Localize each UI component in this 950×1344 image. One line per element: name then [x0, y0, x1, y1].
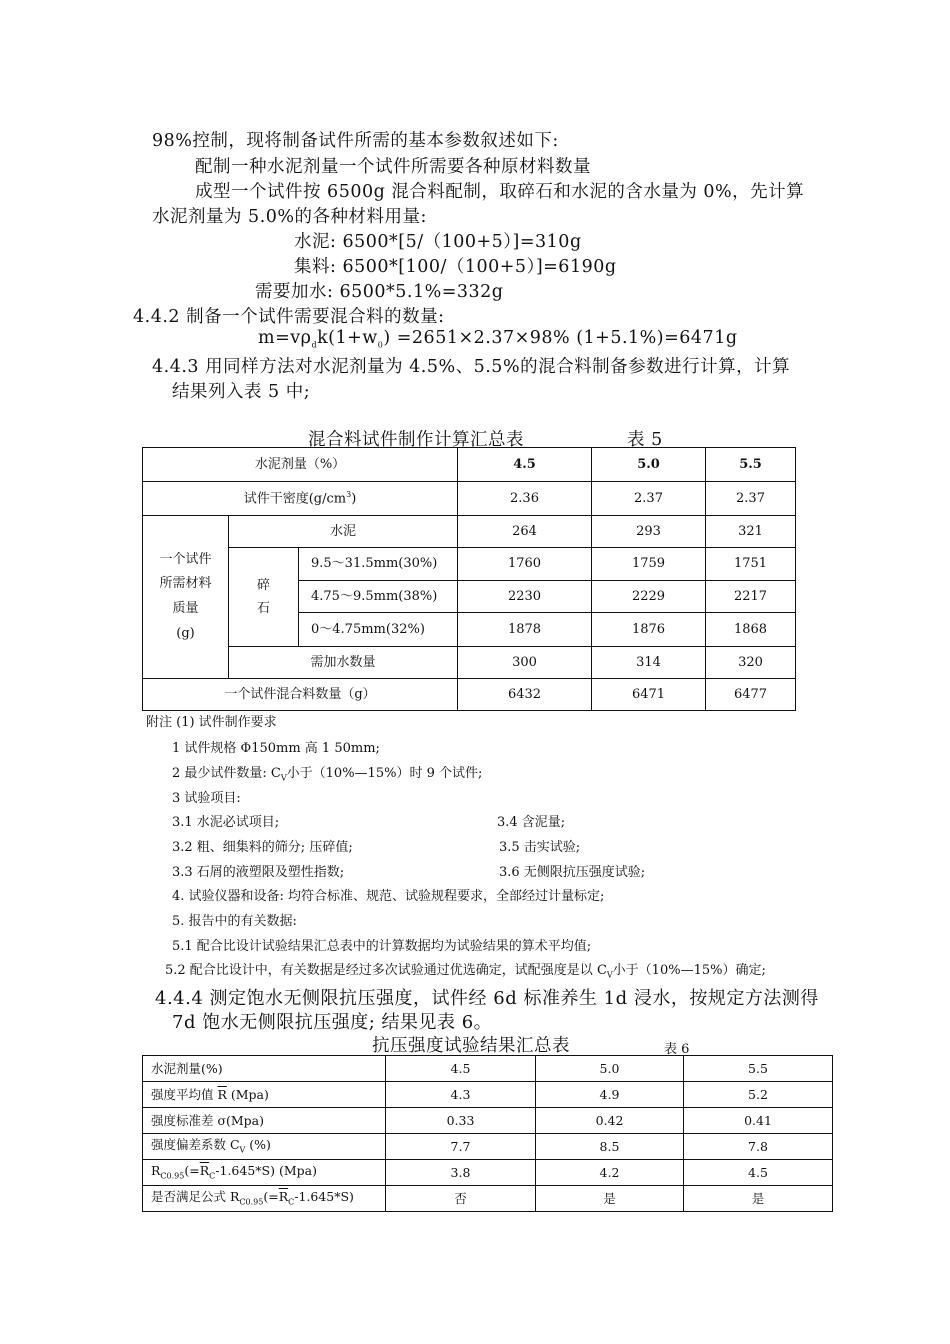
- gravel-label: 碎 石: [229, 548, 299, 647]
- cell-value: 8.5: [536, 1134, 684, 1160]
- row-label: $R_{C0.95}(=\overline{R}_C-1.645*S)$ (Mpa): [143, 1160, 386, 1186]
- table-row: [143, 1082, 833, 1108]
- table5-title: 混合料试件制作计算汇总表: [308, 430, 524, 450]
- table-row: [143, 548, 796, 581]
- density-label: 试件干密度$(g/cm^3)$: [143, 482, 458, 516]
- table6-tag: 表 6: [664, 1042, 690, 1057]
- gravel-value: 1759: [592, 548, 706, 581]
- table-row: [143, 482, 796, 516]
- cement-value: 321: [706, 516, 796, 548]
- water-value: 300: [458, 647, 592, 679]
- note-5-1: 5.1 配合比设计试验结果汇总表中的计算数据均为试验结果的算术平均值;: [172, 939, 592, 954]
- gravel-value: 1868: [706, 613, 796, 647]
- cement-calc: 水泥: 6500*[5/（100+5）]=310g: [294, 232, 582, 252]
- note-3-3: 3.3 石屑的液塑限及塑性指数;: [172, 865, 345, 880]
- table-row: [143, 516, 796, 548]
- mix-value: 6477: [706, 679, 796, 711]
- density-value: 2.37: [706, 482, 796, 516]
- table-row: [143, 1056, 833, 1082]
- gravel-value: 1876: [592, 613, 706, 647]
- cell-value: 否: [386, 1186, 536, 1212]
- section-444-line-2: 7d 饱水无侧限抗压强度; 结果见表 6。: [172, 1012, 493, 1033]
- cell-value: 5.5: [684, 1056, 833, 1082]
- note-1: 1 试件规格 Φ150mm 高 1 50mm;: [172, 741, 380, 756]
- table-row: [143, 1160, 833, 1186]
- gravel-value: 1751: [706, 548, 796, 581]
- cell-value: 4.2: [536, 1160, 684, 1186]
- cell-value: 3.8: [386, 1160, 536, 1186]
- gravel-value: 2230: [458, 581, 592, 613]
- note-2: 2 最少试件数量: $C_V$小于（10%—15%）时 9 个试件;: [172, 766, 483, 783]
- note-4: 4. 试验仪器和设备: 均符合标准、规范、试验规程要求，全部经过计量标定;: [172, 889, 605, 904]
- table-row: [143, 647, 796, 679]
- intro-line-2: 配制一种水泥剂量一个试件所需要各种原材料数量: [195, 157, 591, 177]
- cell-value: 4.5: [684, 1160, 833, 1186]
- cement-value: 264: [458, 516, 592, 548]
- note-5: 5. 报告中的有关数据:: [172, 914, 297, 929]
- intro-line-1: 98%控制，现将制备试件所需的基本参数叙述如下:: [152, 131, 559, 151]
- cell-value: 0.41: [684, 1108, 833, 1134]
- note-3: 3 试验项目:: [172, 791, 241, 806]
- dosage-value: 5.5: [706, 448, 796, 482]
- row-label: 强度平均值 $\overline{R}$ (Mpa): [143, 1082, 386, 1108]
- gravel-size-label: 9.5～31.5mm(30%): [299, 548, 458, 581]
- note-3-5: 3.5 击实试验;: [499, 840, 581, 855]
- note-3-6: 3.6 无侧限抗压强度试验;: [499, 865, 646, 880]
- dosage-header-label: 水泥剂量（%）: [143, 448, 458, 482]
- gravel-size-label: 4.75～9.5mm(38%): [299, 581, 458, 613]
- note-header: 附注 (1) 试件制作要求: [146, 715, 277, 730]
- section-442-title: 4.4.2 制备一个试件需要混合料的数量:: [133, 307, 445, 327]
- intro-line-3: 成型一个试件按 6500g 混合料配制，取碎石和水泥的含水量为 0%，先计算: [195, 182, 805, 202]
- note-3-2: 3.2 粗、细集料的筛分; 压碎值;: [172, 840, 353, 855]
- row-label: 是否满足公式 $R_{C0.95}(=\overline{R}_C-1.645*S)$: [143, 1186, 386, 1212]
- density-value: 2.37: [592, 482, 706, 516]
- mix-formula: $m=v\rho_dk(1+w_0) =2651\times 2.37\times 98\%$ (1+5.1%)=6471g: [258, 328, 738, 350]
- cell-value: 5.2: [684, 1082, 833, 1108]
- mix-quantity-label: 一个试件混合料数量（g）: [143, 679, 458, 711]
- cell-value: 0.42: [536, 1108, 684, 1134]
- row-label: 强度偏差系数 $C_V$ (%): [143, 1134, 386, 1160]
- strength-summary-table: [142, 1055, 833, 1212]
- cell-value: 7.7: [386, 1134, 536, 1160]
- cell-value: 0.33: [386, 1108, 536, 1134]
- table-row: [143, 1134, 833, 1160]
- gravel-value: 1760: [458, 548, 592, 581]
- water-calc: 需要加水: 6500*5.1%=332g: [255, 282, 504, 302]
- cell-value: 是: [536, 1186, 684, 1212]
- section-443-line-2: 结果列入表 5 中;: [172, 382, 311, 402]
- cell-value: 7.8: [684, 1134, 833, 1160]
- cell-value: 4.9: [536, 1082, 684, 1108]
- table-row: [143, 1186, 833, 1212]
- intro-line-4: 水泥剂量为 5.0%的各种材料用量:: [152, 207, 427, 227]
- mix-value: 6432: [458, 679, 592, 711]
- gravel-value: 2229: [592, 581, 706, 613]
- density-value: 2.36: [458, 482, 592, 516]
- aggregate-calc: 集料: 6500*[100/（100+5）]=6190g: [294, 257, 617, 277]
- table5-tag: 表 5: [627, 430, 663, 450]
- cell-value: 4.3: [386, 1082, 536, 1108]
- dosage-value: 5.0: [592, 448, 706, 482]
- gravel-size-label: 0～4.75mm(32%): [299, 613, 458, 647]
- cell-value: 是: [684, 1186, 833, 1212]
- water-value: 320: [706, 647, 796, 679]
- section-444-line-1: 4.4.4 测定饱水无侧限抗压强度，试件经 6d 标准养生 1d 浸水，按规定方法测得: [155, 988, 819, 1009]
- table-row: [143, 1108, 833, 1134]
- note-5-2: 5.2 配合比设计中，有关数据是经过多次试验通过优选确定，试配强度是以 $C_V$小于（10%—15%）确定;: [165, 963, 766, 980]
- cement-label: 水泥: [229, 516, 458, 548]
- gravel-value: 2217: [706, 581, 796, 613]
- row-label: 水泥剂量(%): [143, 1056, 386, 1082]
- mix-summary-table: [142, 447, 796, 711]
- cell-value: 4.5: [386, 1056, 536, 1082]
- note-3-4: 3.4 含泥量;: [497, 815, 566, 830]
- cell-value: 5.0: [536, 1056, 684, 1082]
- water-value: 314: [592, 647, 706, 679]
- table-row: [143, 679, 796, 711]
- row-label: 强度标准差 σ(Mpa): [143, 1108, 386, 1134]
- water-label: 需加水数量: [229, 647, 458, 679]
- cement-value: 293: [592, 516, 706, 548]
- dosage-value: 4.5: [458, 448, 592, 482]
- note-3-1: 3.1 水泥必试项目;: [172, 815, 280, 830]
- gravel-value: 1878: [458, 613, 592, 647]
- mix-value: 6471: [592, 679, 706, 711]
- section-443-line-1: 4.4.3 用同样方法对水泥剂量为 4.5%、5.5%的混合料制备参数进行计算，计算: [152, 357, 791, 377]
- table6-title: 抗压强度试验结果汇总表: [372, 1036, 570, 1056]
- material-group-label: 一个试件 所需材料 质量 (g): [143, 516, 229, 679]
- table-row: [143, 448, 796, 482]
